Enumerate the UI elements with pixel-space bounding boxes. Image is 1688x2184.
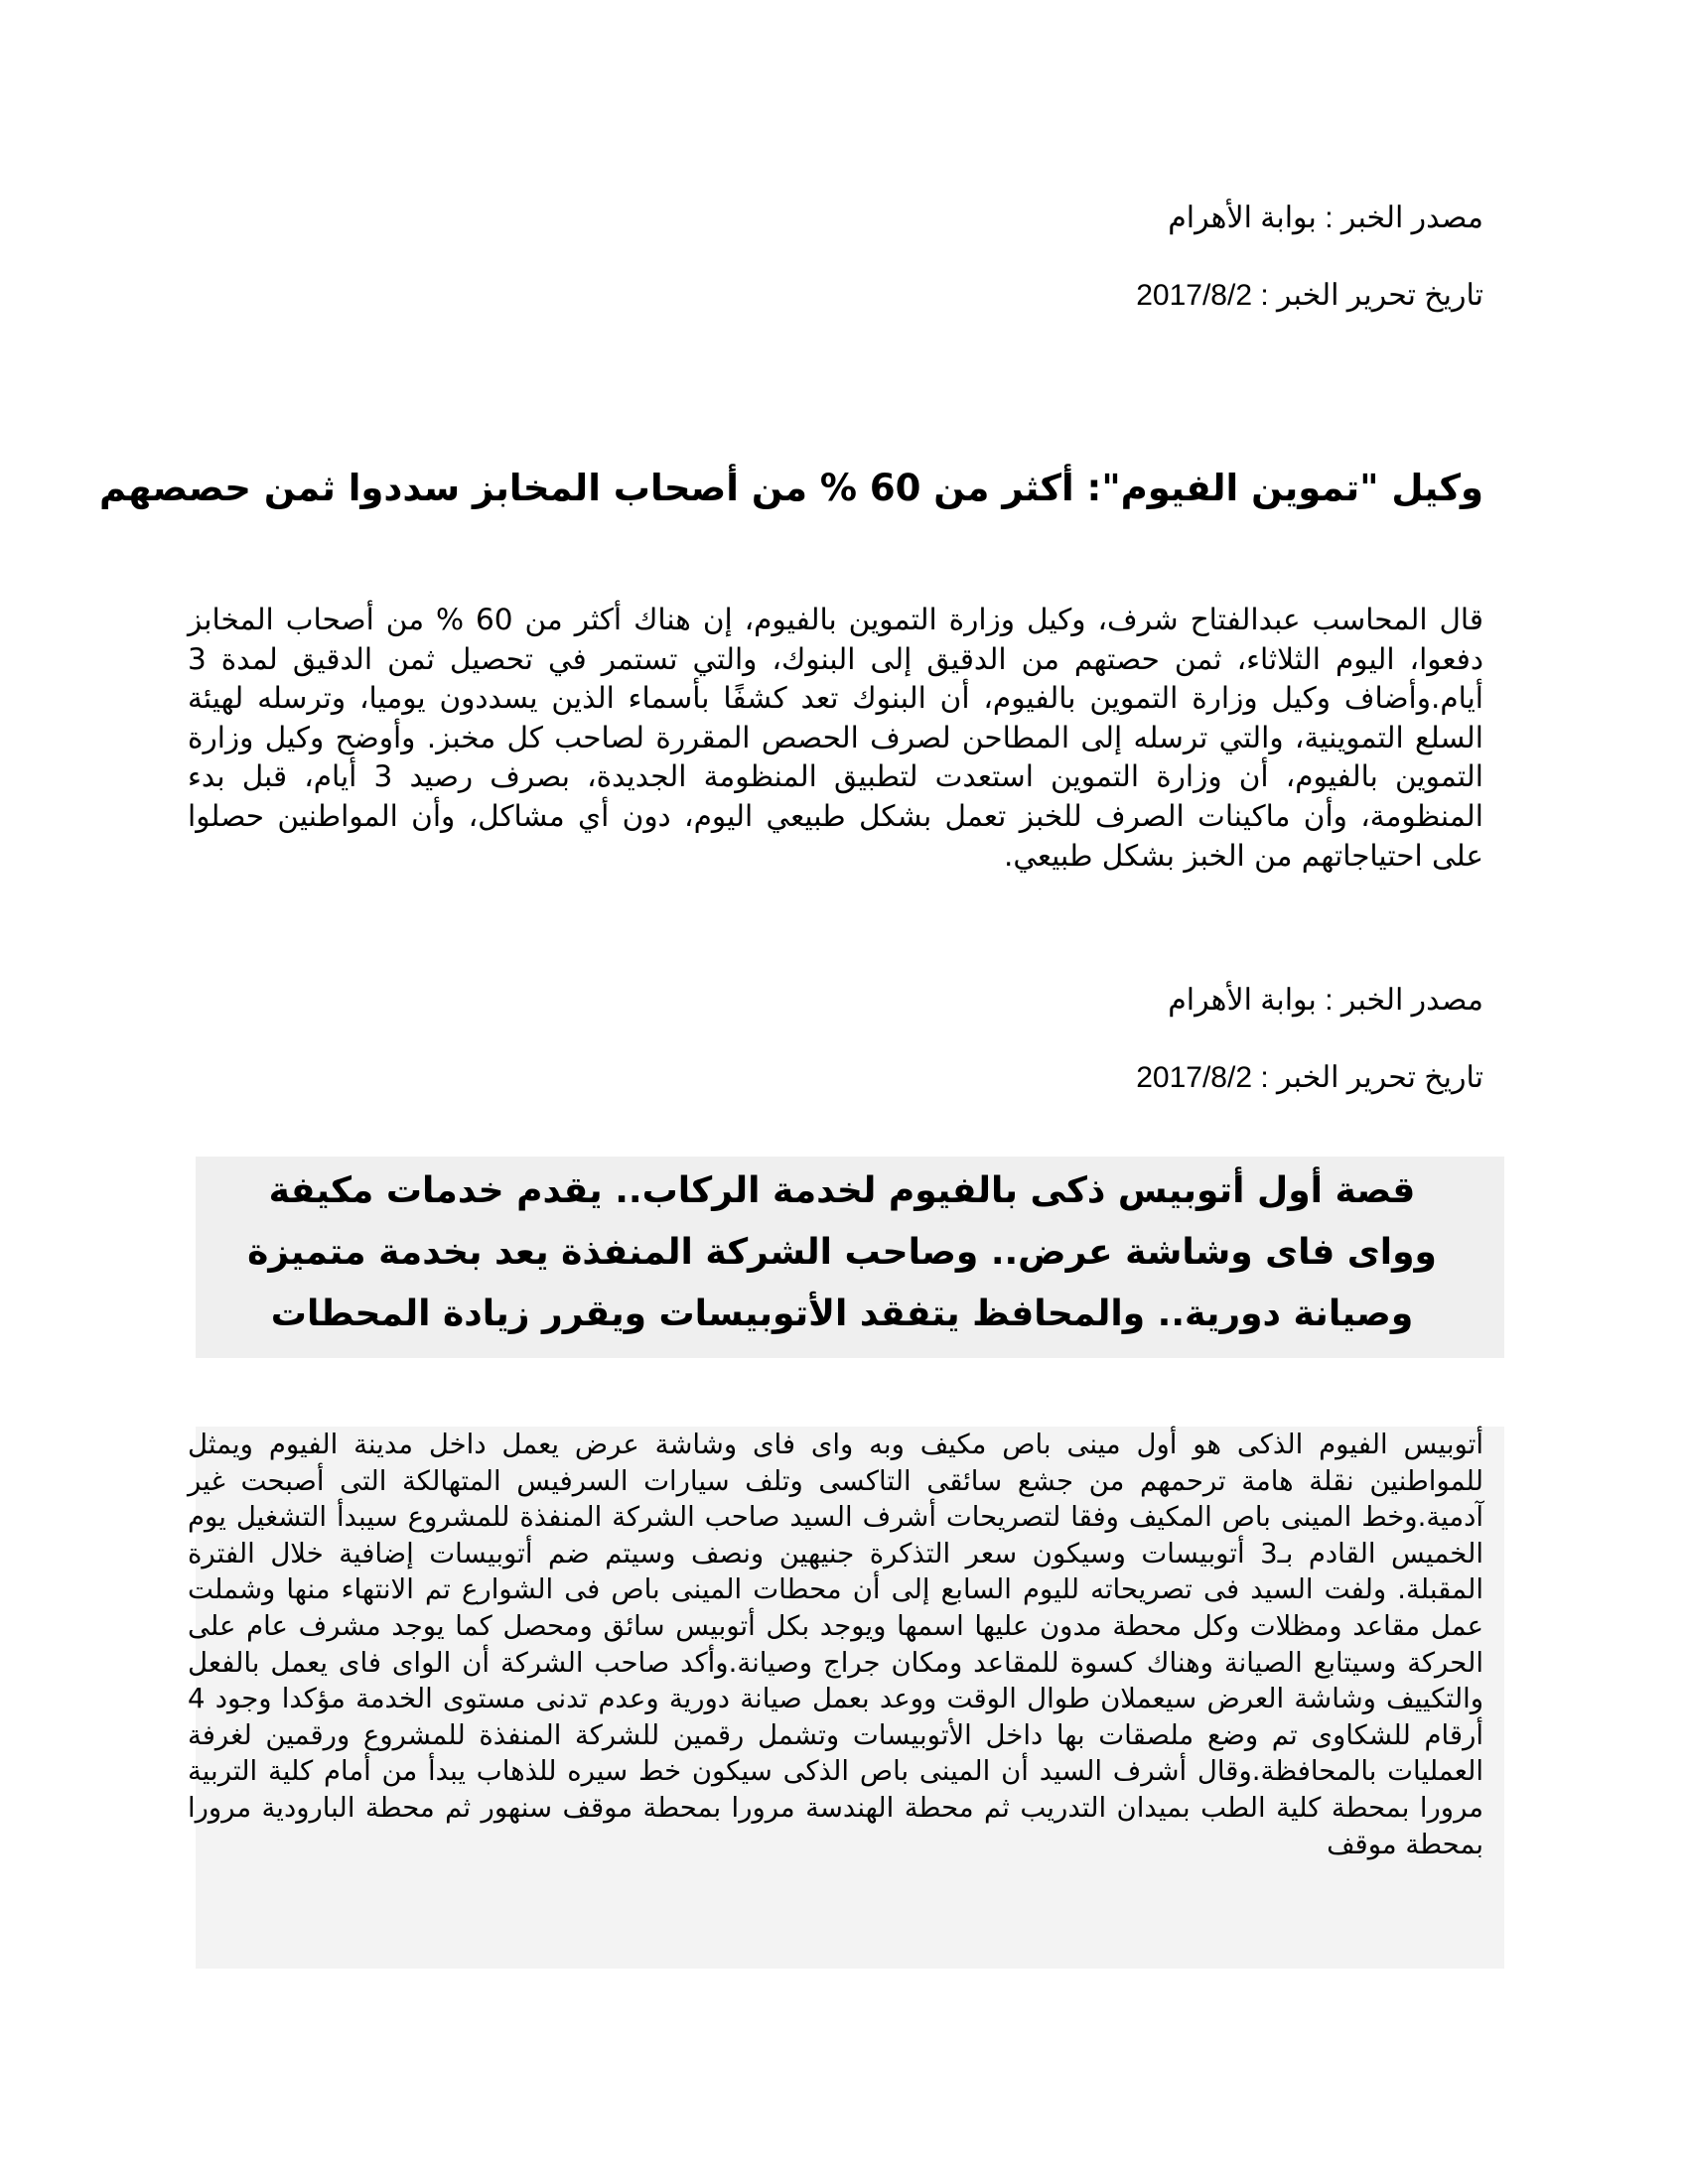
- article-1-body: قال المحاسب عبدالفتاح شرف، وكيل وزارة التموين بالفيوم، إن هناك أكثر من 60 % من أصحاب المخابز دفعوا، اليوم الثلاثاء، ثمن حصتهم من الدقيق إلى البنوك، والتي تستمر في تحصيل ثمن الدقيق لمدة 3 أيام.وأضاف وكيل وزارة التموين بالفيوم، أن البنوك تعد كشفًا بأسماء الذين يسددون يوميا، وترسله لهيئة السلع التموينية، والتي ترسله إلى المطاحن لصرف الحصص المقررة لصاحب كل مخبز. وأوضح وكيل وزارة التموين بالفيوم، أن وزارة التموين استعدت لتطبيق المنظومة الجديدة، بصرف رصيد 3 أيام، قبل بدء المنظومة، وأن ماكينات الصرف للخبز تعمل بشكل طبيعي اليوم، دون أي مشاكل، وأن المواطنين حصلوا على احتياجاتهم من الخبز بشكل طبيعي.: [188, 603, 1484, 873]
- article-2-headline: قصة أول أتوبيس ذكى بالفيوم لخدمة الركاب.. يقدم خدمات مكيفة وواى فاى وشاشة عرض.. وصاحب الشركة المنفذة يعد بخدمة متميزة وصيانة دورية.. والمحافظ يتفقد الأتوبيسات ويقرر زيادة المحطات: [247, 1170, 1437, 1334]
- article-2-body: أتوبيس الفيوم الذكى هو أول مينى باص مكيف وبه واى فاى وشاشة عرض يعمل داخل مدينة الفيوم ويمثل للمواطنين نقلة هامة ترحمهم من جشع سائقى التاكسى وتلف سيارات السرفيس المتهالكة التى أصبحت غير آدمية.وخط المينى باص المكيف وفقا لتصريحات أشرف السيد صاحب الشركة المنفذة للمشروع سيبدأ التشغيل يوم الخميس القادم بـ3 أتوبيسات وسيكون سعر التذكرة جنيهين ونصف وسيتم ضم أتوبيسات إضافية خلال الفترة المقبلة. ولفت السيد فى تصريحاته لليوم السابع إلى أن محطات المينى باص فى الشوارع تم الانتهاء منها وشملت عمل مقاعد ومظلات وكل محطة مدون عليها اسمها ويوجد بكل أتوبيس سائق ومحصل كما يوجد مشرف عام على الحركة وسيتابع الصيانة وهناك كسوة للمقاعد ومكان جراج وصيانة.وأكد صاحب الشركة أن الواى فاى يعمل بالفعل والتكييف وشاشة العرض سيعملان طوال الوقت ووعد بعمل صيانة دورية وعدم تدنى مستوى الخدمة مؤكدا وجود 4 أرقام للشكاوى تم وضع ملصقات بها داخل الأتوبيسات وتشمل رقمين للشركة المنفذة للمشروع ورقمين لغرفة العمليات بالمحافظة.وقال أشرف السيد أن المينى باص الذكى سيكون خط سيره للذهاب يبدأ من أمام كلية التربية مرورا بمحطة كلية الطب بميدان التدريب ثم محطة الهندسة مرورا بمحطة موقف سنهور ثم محطة البارودية مرورا بمحطة موقف: [188, 1429, 1483, 1860]
- article-1-source-line: مصدر الخبر : بوابة الأهرام: [1168, 202, 1483, 234]
- article-2-date-line: تاريخ تحرير الخبر : 2017/8/2: [1136, 1061, 1483, 1094]
- article-1-date-line: تاريخ تحرير الخبر : 2017/8/2: [1136, 279, 1483, 312]
- article-1-headline: وكيل "تموين الفيوم": أكثر من 60 % من أصحاب المخابز سددوا ثمن حصصهم: [98, 467, 1483, 509]
- article-2-source-line: مصدر الخبر : بوابة الأهرام: [1168, 984, 1483, 1017]
